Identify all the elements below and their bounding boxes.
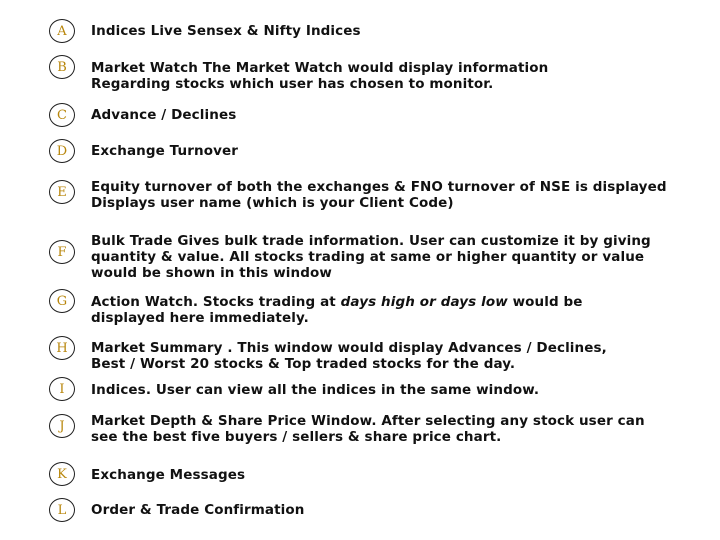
item-description: Market Depth & Share Price Window. After selecting any stock user can see the best five buyers / sellers & share price chart. (91, 413, 645, 445)
item-description: Exchange Turnover (91, 143, 238, 159)
item-description-emphasis: days high or days low (340, 294, 508, 310)
item-description: Market Summary . This window would display Advances / Declines, Best / Worst 20 stocks & Top traded stocks for the day. (91, 340, 607, 372)
item-description: Order & Trade Confirmation (91, 502, 305, 518)
item-description: Market Watch The Market Watch would display information Regarding stocks which user has chosen to monitor. (91, 60, 549, 92)
item-description: Indices Live Sensex & Nifty Indices (91, 23, 361, 39)
letter-badge: H (49, 336, 75, 360)
letter-badge: K (49, 462, 75, 486)
letter-badge: A (49, 19, 75, 43)
letter-badge: I (49, 377, 75, 401)
item-description: Indices. User can view all the indices in the same window. (91, 382, 540, 398)
item-description-start: Action Watch. Stocks trading at (91, 294, 341, 310)
letter-badge: E (49, 180, 75, 204)
item-description (91, 294, 703, 326)
letter-badge: C (49, 103, 75, 127)
item-description: Exchange Messages (91, 467, 246, 483)
letter-badge: L (49, 498, 75, 522)
letter-badge: D (49, 139, 75, 163)
item-description: Advance / Declines (91, 107, 237, 123)
letter-badge: G (49, 289, 75, 313)
item-description-end: would be displayed here immediately. (91, 294, 583, 326)
letter-badge: F (49, 240, 75, 264)
letter-badge: J (49, 414, 75, 438)
item-description: Equity turnover of both the exchanges & FNO turnover of NSE is displayed Displays user name (which is your Client Code) (91, 179, 667, 211)
letter-badge: B (49, 55, 75, 79)
item-description: Bulk Trade Gives bulk trade information. User can customize it by giving quantity & value. All stocks trading at same or higher quantity or value would be shown in this window (91, 233, 651, 281)
